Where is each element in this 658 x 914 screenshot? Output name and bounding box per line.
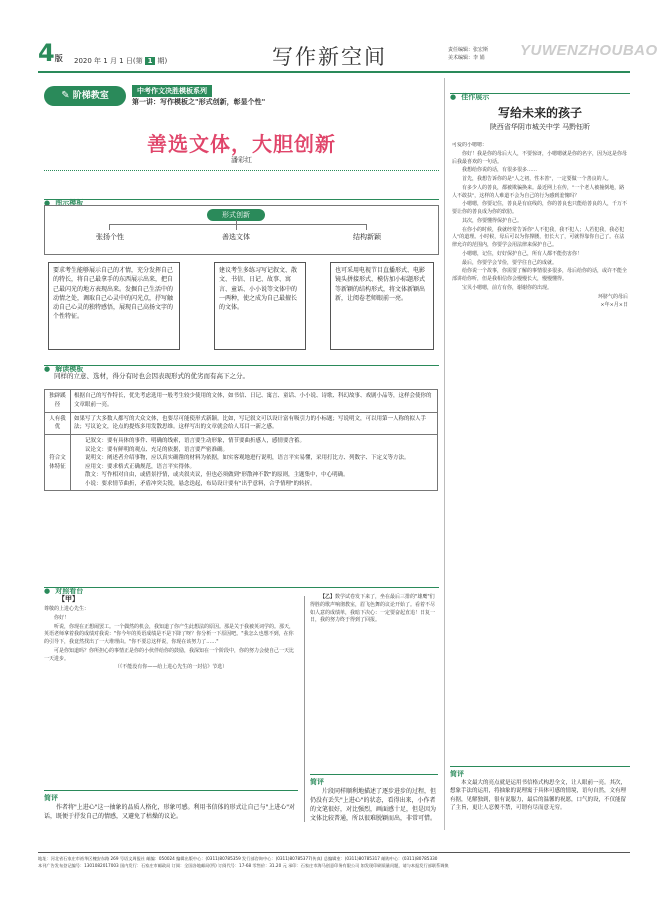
works-body: 可爱的小嗯嗯： 你好！我是你的母后大人，不要惊讶，小嗯嗯就是你的名字，因为这是你母后我最喜欢的一句话。 我想给你说的话，有很多很多…… 首先，我想告诉你的是"人之初，性本善"，一定要做一个善良的人。 有多少人的善良，都被欺骗换来。最近网上在传，"一个老人被撞倒地，路人不敢扶"，这样的人难道不会为自己的行为感到羞愧吗？ 小嗯嗯，你要记住，善良是有底线的，你的善良也只能给善良的人，千万不要让你的善良成为你的软肋。 其次，你要懂得保护自己。 在你小的时候，我就经常告诉你"人不犯我，我不犯人；人若犯我，我必犯人"的道理。小时候，母后可以为你撑腰，但长大了，可就得靠你自己了。在法律允许的范围内，你要学会用法律来保护自己。 小嗯嗯，记住，好好保护自己，所有人都不能伤害你！ 最后，你要学会节俭，要学往自己的成就。 给你说一个故事，你需要了解的事情很多很多，母后给你的话，或许不能全部讲给你听，但是我相信你会慢慢长大，慢慢懂得。 宝贝小嗯嗯，前方有你，谢谢你的出现。 环脐气的母后 ×年×月×日: [452, 142, 628, 309]
page-number: 4版: [38, 39, 63, 67]
article-title: 善选文体，大胆创新: [147, 132, 336, 156]
table-row: [45, 390, 438, 413]
diagram-card: 要求考生能够展示自己的才情，充分发挥自己的特长，将自己最拿手的东西展示出来，把自己最闪光的地方表现出来。发掘自己生活中的动情之处，调取自己心灵中的闪光点，抒写触动自己心灵的独特感悟，展现自己高扬文字的个性特征。: [48, 262, 180, 350]
works-heading: ● 佳作展示: [450, 84, 630, 94]
row-key: 人有我优: [45, 412, 71, 435]
footer-rule: [38, 852, 630, 853]
diagram-node: 结构新颖: [353, 233, 381, 241]
footer: 地址：河北省石家庄市裕华区槐安东路 269 号语文周报社 邮编：050024 编辑出版中心：(0311)80785359 发行部咨询中心：(0311)80785377(传真) 总编辑室：(0311)80785317 邮购中心：(0311)80785330 本刊广告发布登记编号：1301082017003 国内发行：石家庄市邮政局 订阅：全国各地邮局(所) 订阅代号：17-68 零售价：31.20 元 承印：石家庄市海马创意印务有限公司 如发现印刷质量问题，请与本报发行部联系调换: [38, 856, 449, 869]
diagram-stem: [236, 220, 237, 230]
diagram-center: 形式创新: [207, 209, 265, 221]
yi-body: 【乙】数学试卷发下来了，坐在最后三排的"雄鹰"们得胜的歌声响彻教室，眉飞色舞的议论开始了。看着不尽如人意的成绩单，我暗下决心：一定要奋起直追！日复一日，我的努力终于得到了回报。: [310, 594, 436, 624]
leaf-icon: ●: [44, 199, 51, 207]
logo: ✎ 阶梯教室: [44, 86, 126, 106]
editor-info: 责任编辑：张宏斯 美术编辑：李 娟: [448, 47, 489, 61]
explain-heading: ● 解读模板: [44, 356, 439, 366]
table-row: [45, 435, 438, 491]
leaf-icon: ●: [450, 93, 457, 101]
diagram-card: 也可采用电视节目直播形式、电影镜头拼接形式、模仿加小标题形式等新颖的结构形式，将文体新颖出新，让阅卷老师眼前一亮。: [330, 262, 434, 350]
issue-badge: 1: [145, 57, 156, 65]
diagram-card: 建议考生多练习写记叙文、散文、书信、日记、故事、寓言、童话、小小说等文体中的一两种，使之成为自己最擅长的文体。: [214, 262, 306, 350]
row-text: 根据自己的写作特长，优先考虑选用一般考生较少使用的文体，如书信、日记、寓言、童话、小小说、诗歌、科幻故事、戏剧小品等，这样会使你的文章眼前一亮。: [71, 390, 438, 413]
issue-date: 2020 年 1 月 1 日(第 1 期): [74, 57, 168, 65]
explain-intro: 同样的立意、选材，得分有时也会因表现形式的优劣而有高下之分。: [54, 372, 249, 380]
compare-divider: [304, 596, 305, 822]
diagram-connector: [109, 224, 367, 230]
leaf-icon: ●: [44, 365, 51, 373]
column-banner: [44, 84, 439, 110]
section-title: 写作新空间: [272, 45, 387, 69]
explain-table: [44, 389, 438, 491]
works-author: 陕西省华阴市城关中学 马黔钰昕: [489, 123, 591, 131]
leaf-icon: ●: [44, 587, 51, 595]
yi-note: 简评 片段同样顺利地描述了逐步进步的过程，但仍没有丢失"上进心"的状态，看得出来，小作者的文笔很好，对比强烈，画面感十足，但是因为文体比较普通，所以很难脱颖而出，非常可惜。: [310, 774, 438, 823]
table-row: [45, 412, 438, 435]
header-rule: [38, 71, 630, 73]
row-key: 独辟蹊径: [45, 390, 71, 413]
jia-note: 简评 作者将"上进心"这一抽象的品质人格化，形象可感。利用书信体的形式让自己与"上进心"对话，既便于抒发自己的情感，又避免了枯燥的议论。: [44, 790, 298, 821]
works-note: 简评 本文最大的亮点就是运用书信格式构思全文，让人眼前一亮。其次，想象手法的运用，将抽象的说理寓于具体可感的情境，语句自然，文有理有据，见解独到，很有说服力，最后的温馨的祝愿，口气的设，不仅能留了主旨，更让人忍俊不禁，可谓有尽而意无穷。: [450, 766, 630, 812]
article-author: 潘彩红: [231, 156, 252, 164]
lecture-title: 第一讲：写作模板之"形式创新，彰显个性": [132, 98, 266, 106]
row-text: 如果写了大多数人都写的大众文体，也要尽可能使形式新颖。比如，写记叙文可以设计富有吸引力的小标题；写说明文，可以用第一人称的拟人手法；写议论文，论点的提炼多用发散思维。这样写出的文章就会给人耳目一新之感。: [71, 412, 438, 435]
column-separator: [444, 78, 445, 830]
diagram-node: 善选文体: [222, 233, 250, 241]
pinyin-title: YUWENZHOUBAO: [520, 42, 658, 59]
works-title: 写给未来的孩子: [497, 106, 582, 120]
divider: [44, 170, 439, 171]
row-text: 记叙文：要有具体的事件、明确的线索，语言要生动形象，情节要曲折感人，感情要含蓄。 议论文：要有鲜明的观点、充足的依据，语言要严密准确。 说明文：阐述者介绍事物，应以真实确凿的材料为依据，如实客观地进行说明，语言平实易懂，采用打比方、列数字、下定义等方法。 应用文：要求格式正确规范，语言平实得体。 散文：写作相对自由，或借景抒情，或夹叙夹议，但也必须做到"形散神不散"的原则，主题集中，中心明确。 小说：要求情节曲折，矛盾冲突尖锐，悬念迭起，布局设计要有"出乎意料，合乎情理"的转折。: [71, 435, 438, 491]
jia-label: 【甲】: [58, 595, 79, 603]
diagram-heading: ● 图示模板: [44, 190, 439, 200]
diagram-node: 张扬个性: [96, 233, 124, 241]
compare-jia: [44, 594, 298, 824]
compare-yi: [310, 594, 438, 824]
ladder-icon: ✎: [61, 90, 70, 101]
diagram-box: [44, 205, 439, 255]
row-key: 符合文体特征: [45, 435, 71, 491]
series-tag: 中考作文决胜模板系列: [132, 85, 212, 97]
compare-heading: ● 对照看台: [44, 578, 439, 588]
jia-body: 尊敬的上进心先生： 你好！ 听说，你现在正想闹罢工。一个偶然的机会，我知道了你产生此想法的原因。那是关于我被英词学的。那天，英语老师拿着我的成绩对我说："你今年的英语成绩是不是下降了呀？你分析一下原因吧。"我怎么也想不到，在你的引导下，我竟然找出了一大堆理由。"你不要总这样说，你现在该努力了……" 可是你知道吗？你所担心的事情正是你的小伙伴给你的鼓励，我深知在一个阶段中，你的努力会使自己一天比一天进步。 （《不能没有你——给上进心先生的一封信》节选）: [44, 606, 295, 671]
